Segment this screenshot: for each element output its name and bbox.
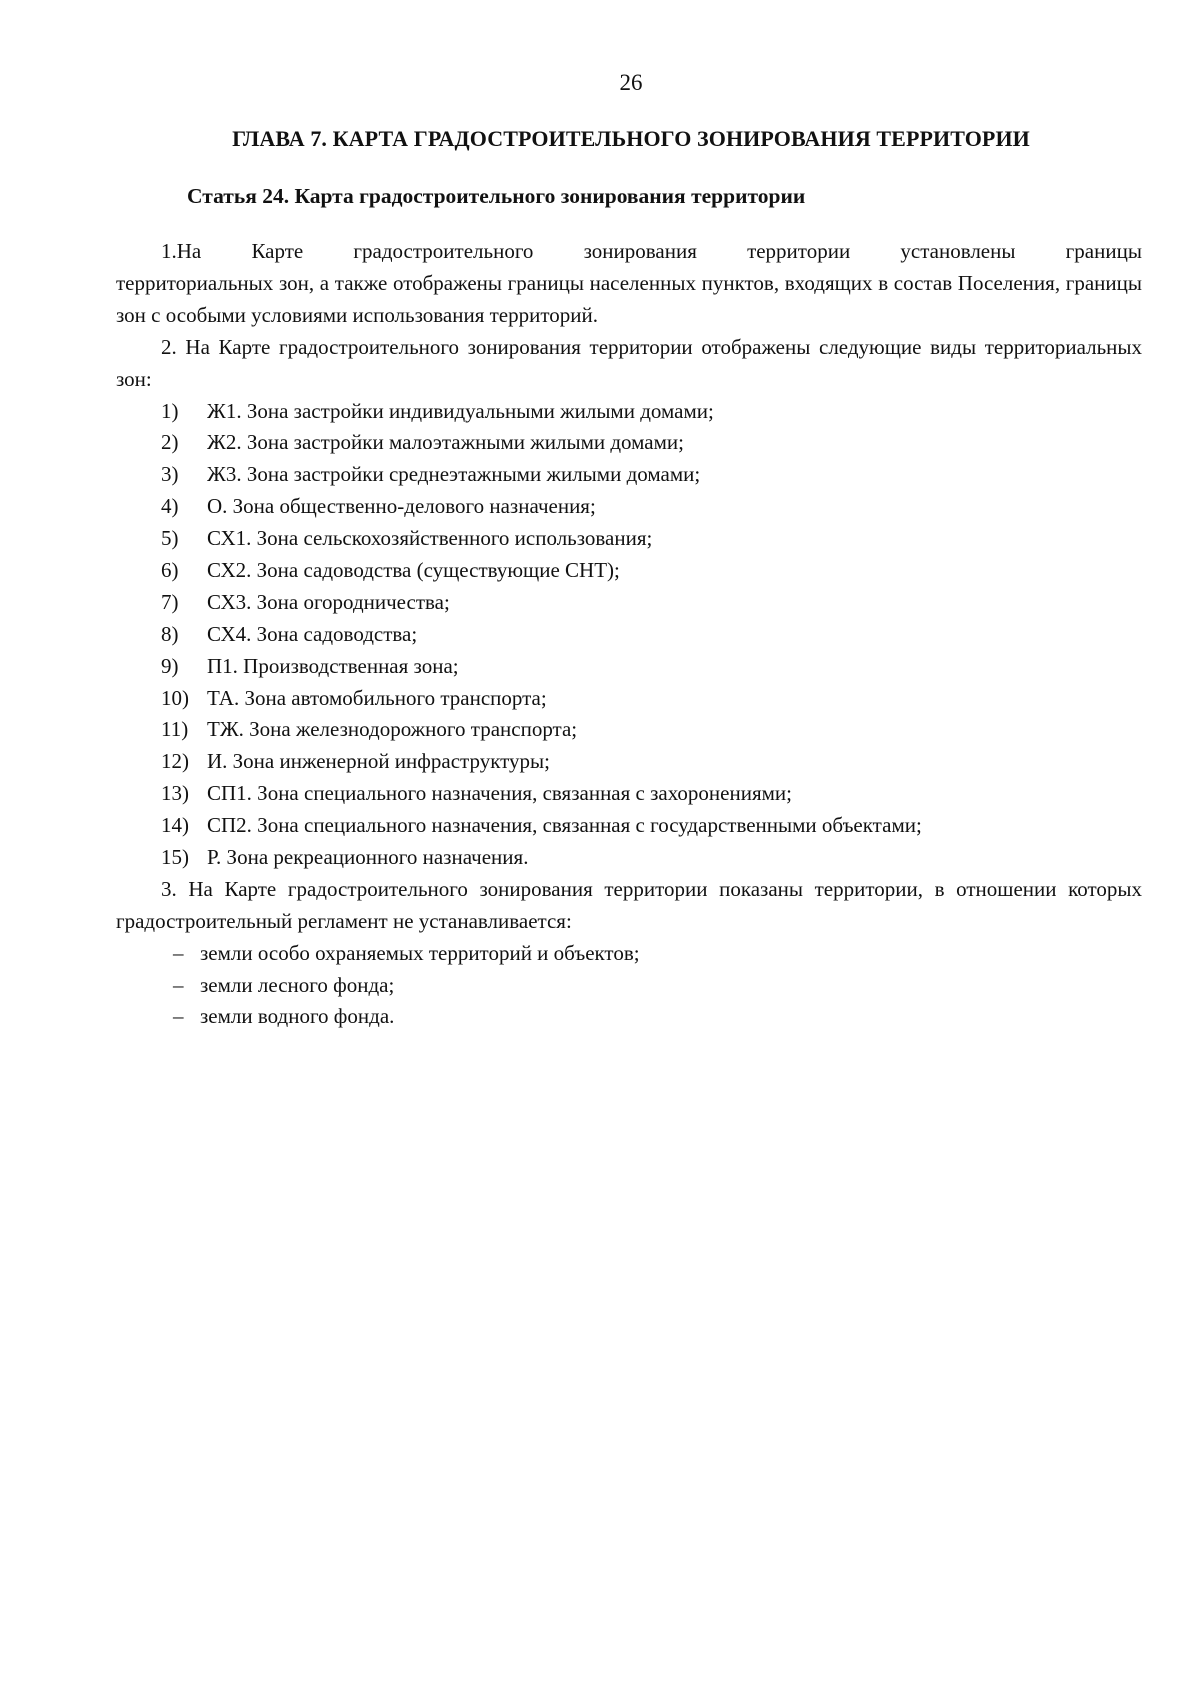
list-item (116, 427, 1142, 459)
list-text: Ж1. Зона застройки индивидуальными жилыми домами; (207, 398, 714, 423)
list-text: СХ2. Зона садоводства (существующие СНТ); (207, 557, 620, 582)
zones-list (116, 396, 1142, 874)
list-item (116, 619, 1142, 651)
list-number: 13) (161, 781, 189, 806)
list-item (116, 491, 1142, 523)
dash-bullet: – (173, 940, 184, 965)
paragraph-2: 2. На Карте градостроительного зонирования территории отображены следующие виды территориальных зон: (116, 334, 1142, 391)
list-item (116, 459, 1142, 491)
list-number: 7) (161, 589, 179, 614)
dash-bullet: – (173, 972, 184, 997)
list-number: 3) (161, 462, 179, 487)
list-number: 10) (161, 685, 189, 710)
paragraph-3: 3. На Карте градостроительного зонирования территории показаны территории, в отношении которых градостроительный регламент не устанавливается: (116, 876, 1142, 933)
list-item (116, 778, 1142, 810)
list-item (116, 555, 1142, 587)
list-number: 5) (161, 526, 179, 551)
list-number: 6) (161, 557, 179, 582)
word: границы (1065, 239, 1142, 263)
list-item (116, 683, 1142, 715)
list-item (116, 746, 1142, 778)
word: 1.На (161, 239, 202, 263)
paragraph-1-first-line (161, 236, 1142, 268)
list-text: СХ1. Зона сельскохозяйственного использования; (207, 526, 653, 551)
word: градостроительного (353, 239, 534, 263)
list-number: 8) (161, 621, 179, 646)
paragraph-1 (116, 236, 1142, 332)
list-number: 12) (161, 749, 189, 774)
dash-bullet: – (173, 1004, 184, 1029)
excluded-lands-list (116, 938, 1142, 1034)
list-item (116, 714, 1142, 746)
word: зонирования (583, 239, 697, 263)
page-number: 26 (619, 70, 643, 95)
word: установлены (900, 239, 1016, 263)
list-text: ТА. Зона автомобильного транспорта; (207, 685, 547, 710)
list-text: Ж2. Зона застройки малоэтажными жилыми домами; (207, 430, 684, 455)
word: территории (747, 239, 851, 263)
list-text: И. Зона инженерной инфраструктуры; (207, 749, 550, 774)
list-item (116, 938, 1142, 970)
list-item (116, 523, 1142, 555)
list-text: О. Зона общественно-делового назначения; (207, 494, 596, 519)
list-text: Р. Зона рекреационного назначения. (207, 845, 529, 869)
list-text: земли водного фонда. (200, 1004, 395, 1029)
list-text: СП2. Зона специального назначения, связанная с государственными объектами; (207, 813, 922, 838)
paragraph-1-rest: территориальных зон, а также отображены границы населенных пунктов, входящих в состав Поселения, границы зон с особыми условиями использования территорий. (116, 270, 1142, 327)
list-item (116, 1001, 1142, 1033)
document-body (116, 236, 1142, 1033)
list-number: 15) (161, 845, 189, 869)
word: Карте (251, 239, 304, 263)
list-number: 1) (161, 398, 179, 423)
list-item (116, 587, 1142, 619)
list-item (116, 810, 1142, 842)
list-text: Ж3. Зона застройки среднеэтажными жилыми домами; (207, 462, 701, 487)
list-number: 11) (161, 717, 189, 742)
article-title: Статья 24. Карта градостроительного зонирования территории (187, 184, 806, 208)
list-item (116, 970, 1142, 1002)
list-item (116, 842, 1142, 874)
list-text: ТЖ. Зона железнодорожного транспорта; (207, 717, 578, 742)
list-text: СП1. Зона специального назначения, связанная с захоронениями; (207, 781, 792, 806)
list-text: СХ4. Зона садоводства; (207, 621, 418, 646)
list-number: 14) (161, 813, 189, 838)
list-number: 9) (161, 653, 179, 678)
list-text: земли лесного фонда; (200, 972, 395, 997)
chapter-title: ГЛАВА 7. КАРТА ГРАДОСТРОИТЕЛЬНОГО ЗОНИРОВАНИЯ ТЕРРИТОРИИ (232, 126, 1030, 151)
list-text: П1. Производственная зона; (207, 653, 459, 678)
list-text: СХ3. Зона огородничества; (207, 589, 450, 614)
list-item (116, 396, 1142, 428)
list-item (116, 651, 1142, 683)
list-number: 4) (161, 494, 179, 519)
list-text: земли особо охраняемых территорий и объектов; (200, 940, 640, 965)
list-number: 2) (161, 430, 179, 455)
